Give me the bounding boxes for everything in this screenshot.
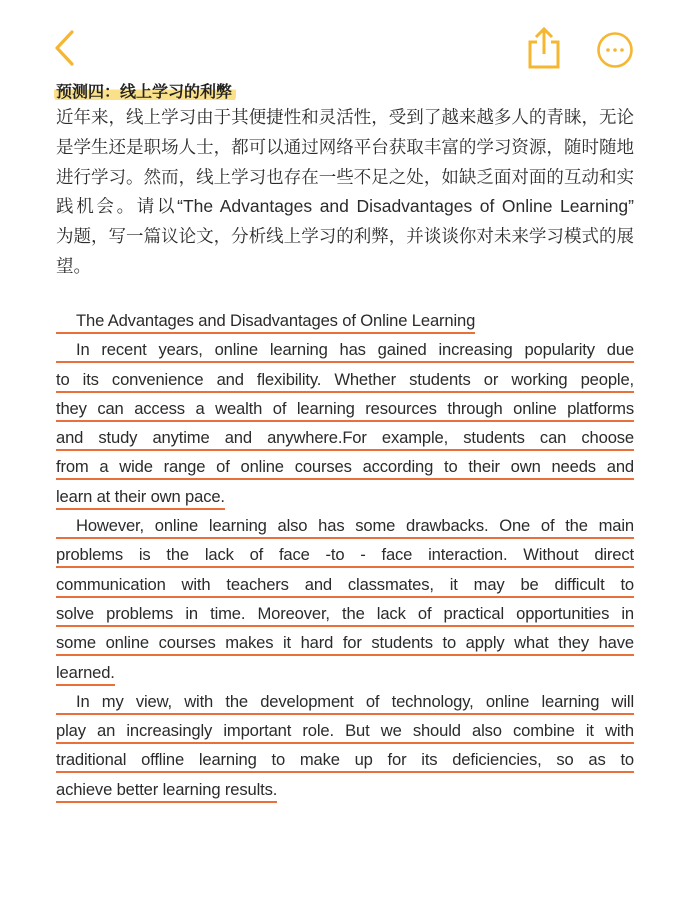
prompt-line: 践机会。请以“The Advantages and Disadvantages of Online Learning”	[56, 196, 634, 217]
essay-line: traditional offline learning to make up for its deficiencies, so as to	[56, 749, 634, 773]
chevron-left-icon	[50, 28, 80, 68]
share-icon	[524, 26, 564, 70]
essay-line: In recent years, online learning has gained increasing popularity due	[56, 339, 634, 363]
more-icon	[596, 31, 634, 69]
prompt-line: 近年来，线上学习由于其便捷性和灵活性，受到了越来越多人的青睐，无论	[56, 107, 634, 127]
prompt-line: 进行学习。然而，线上学习也存在一些不足之处，如缺乏面对面的互动和实	[56, 166, 634, 187]
essay-line: learned.	[56, 662, 115, 686]
prompt-line: 为题，写一篇议论文，分析线上学习的利弊，并谈谈你对未来学习模式的展	[56, 226, 634, 247]
top-toolbar	[0, 0, 690, 90]
essay-line: solve problems in time. Moreover, the lack of practical opportunities in	[56, 603, 634, 627]
more-options-button[interactable]	[596, 31, 634, 69]
essay-line: achieve better learning results.	[56, 779, 277, 803]
essay-body	[56, 310, 636, 808]
essay-title: The Advantages and Disadvantages of Online Learning	[56, 310, 475, 334]
essay-line: In my view, with the development of technology, online learning will	[56, 691, 634, 715]
essay-prompt	[56, 103, 634, 282]
essay-line: they can access a wealth of learning resources through online platforms	[56, 398, 634, 422]
essay-line: problems is the lack of face -to - face interaction. Without direct	[56, 544, 634, 568]
share-button[interactable]	[524, 26, 564, 70]
section-heading: 预测四：线上学习的利弊	[54, 79, 236, 102]
essay-line: from a wide range of online courses according to their own needs and	[56, 456, 634, 480]
essay-line: and study anytime and anywhere.For example, students can choose	[56, 427, 634, 451]
essay-line: However, online learning also has some drawbacks. One of the main	[56, 515, 634, 539]
essay-line: communication with teachers and classmates, it may be difficult to	[56, 574, 634, 598]
essay-line: to its convenience and flexibility. Whether students or working people,	[56, 369, 634, 393]
prompt-line: 是学生还是职场人士，都可以通过网络平台获取丰富的学习资源，随时随地	[56, 136, 634, 157]
essay-line: some online courses makes it hard for students to apply what they have	[56, 632, 634, 656]
essay-line: play an increasingly important role. But we should also combine it with	[56, 720, 634, 744]
back-button[interactable]	[50, 28, 80, 68]
essay-line: learn at their own pace.	[56, 486, 225, 510]
prompt-line: 望。	[56, 255, 91, 276]
